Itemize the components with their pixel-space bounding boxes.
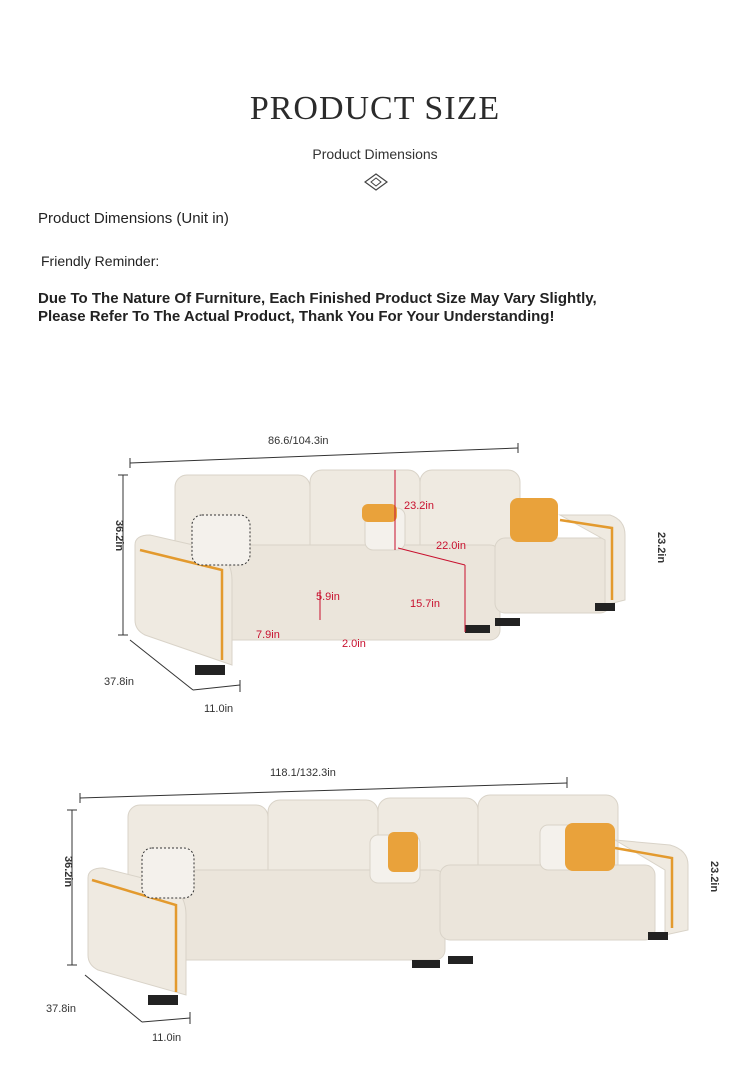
arm-width-label: 11.0in — [152, 1032, 182, 1044]
sofa-leg — [648, 932, 668, 940]
arm-width-dimension-line — [142, 1018, 190, 1022]
diamond-ornament-icon — [364, 173, 388, 191]
page-title: PRODUCT SIZE — [249, 90, 501, 127]
width-dimension-line — [130, 448, 518, 463]
orange-pillow — [510, 498, 558, 542]
leg-label: 7.9in — [256, 629, 280, 641]
sofa-illustration-large — [0, 760, 750, 1060]
section-heading: Product Dimensions (Unit in) — [38, 210, 229, 227]
seat-base — [440, 865, 655, 940]
gap-label: 2.0in — [342, 638, 366, 650]
sofa-illustration-small — [0, 420, 750, 720]
orange-pillow — [362, 504, 397, 522]
houndstooth-pillow — [142, 848, 194, 898]
seat-depth-label: 22.0in — [436, 540, 466, 552]
width-label: 86.6/104.3in — [268, 435, 329, 447]
reminder-label: Friendly Reminder: — [41, 253, 160, 269]
sofa-leg — [465, 625, 490, 633]
sofa-leg — [448, 956, 473, 964]
depth-dimension-line — [85, 975, 142, 1022]
height-label: 36.2in — [113, 520, 125, 552]
orange-pillow — [388, 832, 418, 872]
page-subtitle: Product Dimensions — [312, 146, 438, 162]
sofa-diagram-small — [0, 420, 750, 720]
sofa-leg — [148, 995, 178, 1005]
cushion-thick-label: 5.9in — [316, 591, 340, 603]
reminder-text — [38, 290, 678, 326]
depth-label: 37.8in — [104, 676, 134, 688]
sofa-leg — [495, 618, 520, 626]
arm-width-dimension-line — [193, 685, 240, 690]
sofa-leg — [195, 665, 225, 675]
sofa-leg — [595, 603, 615, 611]
houndstooth-pillow — [192, 515, 250, 565]
back-height-label: 23.2in — [708, 861, 720, 893]
seat-base — [215, 545, 500, 640]
seat-height-label: 15.7in — [410, 598, 440, 610]
sofa-diagram-large — [0, 760, 750, 1060]
reminder-line: Due To The Nature Of Furniture, Each Finished Product Size May Vary Slightly, — [38, 290, 597, 307]
depth-label: 37.8in — [46, 1003, 76, 1015]
cushion-back-label: 23.2in — [404, 500, 434, 512]
orange-pillow — [565, 823, 615, 871]
back-height-label: 23.2in — [655, 532, 667, 564]
height-label: 36.2in — [62, 856, 74, 888]
reminder-line: Please Refer To The Actual Product, Thank You For Your Understanding! — [38, 308, 555, 325]
arm-width-label: 11.0in — [204, 703, 234, 715]
chaise-seat — [495, 538, 610, 613]
sofa-leg — [412, 960, 440, 968]
width-label: 118.1/132.3in — [270, 767, 336, 779]
